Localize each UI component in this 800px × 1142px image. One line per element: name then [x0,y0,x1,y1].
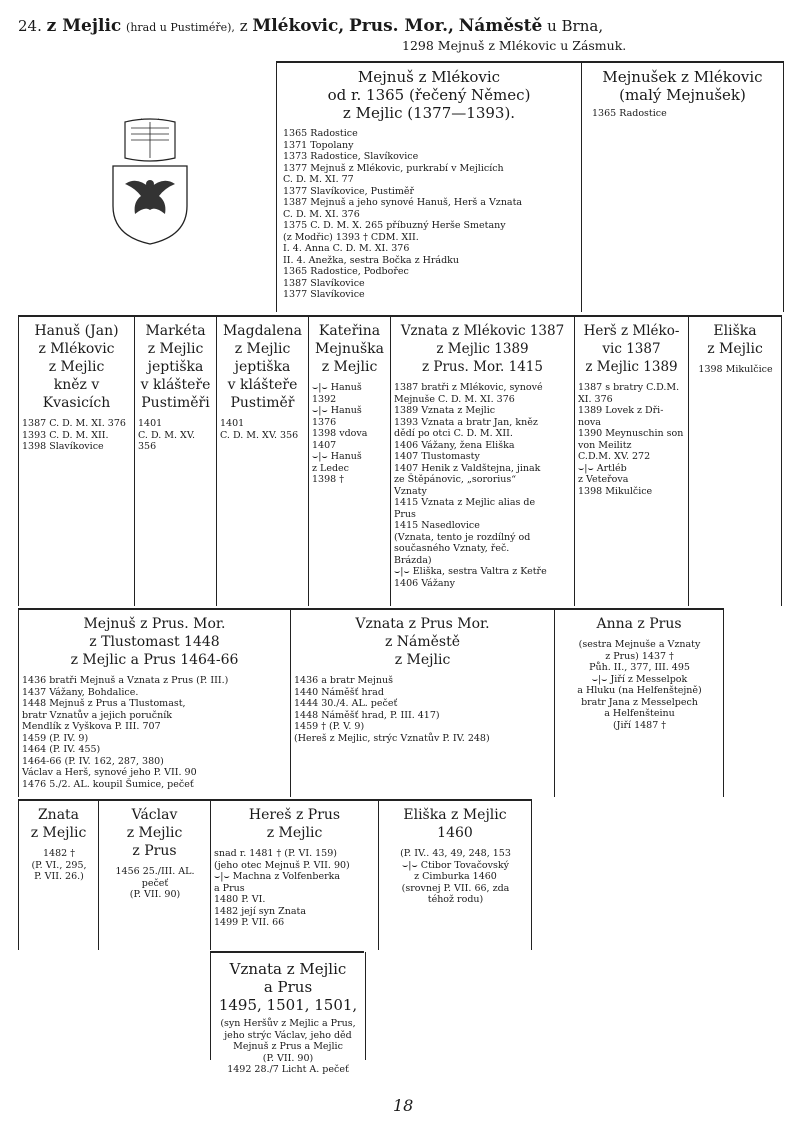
person-title-line: z Mejlic (1377—1393). [342,104,516,122]
record-line: 1371 Topolany [283,139,354,151]
record-line: 1436 a bratr Mejnuš [294,675,393,686]
record-line: 1448 Mejnuš z Prus a Tlustomast, [22,698,186,709]
person-title-line: Kateřina [318,323,381,339]
record-line: I. 4. Anna C. D. M. XI. 376 [283,243,410,254]
record-line: 1365 Radostice, Podbořec [283,266,409,277]
person-title-line: Mejnušek z Mlékovic [602,68,763,86]
person-box-gen3-2 [554,609,724,797]
record-line: 1407 [312,439,337,451]
person-title-line: Mejnuška [314,341,384,357]
record-line: ⌣|⌣ Ctibor Tovačovský [402,859,509,871]
person-title-line: z Prus [132,843,177,859]
record-line: ze Štěpánovic, „sororius“ [394,474,517,485]
record-line: 1415 Nasedlovice [394,520,480,531]
record-line: 1407 Tlustomasty [394,451,480,462]
record-line: (Hereš z Mejlic, strýc Vznatův P. IV. 248) [294,732,490,744]
record-line: 1387 s bratry C.D.M. [578,382,680,393]
person-title-line: v klášteře [140,377,211,393]
person-title-line: kněz v Kvasicích [42,377,111,411]
record-line: 1377 Mejnuš z Mlékovic, purkrabí v Mejlicích [283,162,504,174]
record-line: a Hluku (na Helfenštejně) [577,685,702,696]
gen5-vznata-box [210,952,366,1075]
record-line: Mejnuš z Prus a Mejlic [233,1041,343,1052]
person-title-line: Pustiměř [230,395,295,411]
record-line: 1401 [220,418,245,429]
person-title-line: z Mejlic [126,825,183,841]
person-title-line: 1460 [437,825,473,841]
record-line: (P. VII. 90) [129,889,181,900]
record-line: 1459 † (P. V. 9) [294,721,365,732]
person-title-line: z Mejlic a Prus 1464-66 [70,652,239,668]
record-line: 1406 Vážany, žena Eliška [394,439,515,451]
record-line: (sestra Mejnuše a Vznaty [578,639,701,650]
person-title-line: Anna z Prus [596,616,682,632]
person-title-line: z Mejlic [30,825,87,841]
record-line: 1375 C. D. M. X. 265 příbuzný Herše Smetany [283,220,506,231]
record-line: 1377 Slavíkovice, Pustiměř [283,185,415,197]
record-line: snad r. 1481 † (P. VI. 159) [214,848,337,859]
person-title-line: z Tlustomast 1448 [89,634,220,650]
record-line: ⌣|⌣ Eliška, sestra Valtra z Ketře [394,566,547,577]
record-line: 1480 P. VI. [214,894,266,905]
record-line: ⌣|⌣ Jiří z Messelpok [591,673,688,685]
record-line: C. D. M. XV. [138,429,196,441]
record-line: 1393 Vznata a bratr Jan, kněz [394,416,538,428]
record-line: 1387 C. D. M. XI. 376 [22,418,126,429]
person-title-line: Hereš z Prus [248,807,341,823]
record-line: Prus [394,508,416,520]
person-title-line: z Mejlic 1389 [585,359,678,375]
person-title-line: v klášteře [227,377,298,393]
record-line: Mejnuše C. D. M. XI. 376 [394,393,515,405]
record-line: 1464-66 (P. IV. 162, 287, 380) [22,755,164,767]
record-line: 1398 Mikulčice [698,364,773,375]
record-line: 356 [138,441,157,452]
person-box-gen3-1 [290,609,554,797]
record-line: ⌣|⌣ Hanuš [312,382,362,393]
entry-number: 24. [18,17,42,35]
record-line: 1415 Vznata z Mejlic alias de [394,497,536,508]
record-line: (P. VII. 90) [262,1052,314,1064]
record-line: 1398 Slavíkovice [22,441,104,452]
record-line: ⌣|⌣ Hanuš [312,405,362,416]
person-title-line: z Mejlic [48,359,105,375]
record-line: Mendlík z Vyškova P. III. 707 [22,721,161,732]
record-line: C. D. M. XI. 376 [283,208,360,220]
person-title-line: Vznata z Prus Mor. [355,616,490,632]
record-line: jeho strýc Václav, jeho děd [224,1029,352,1041]
record-line: 1436 bratři Mejnuš a Vznata z Prus (P. III.) [22,675,229,686]
record-line: 1390 Meynuschin son [578,428,684,439]
person-title-line: z Mejlic [394,652,451,668]
person-title-line: a Prus [263,978,313,996]
person-box-gen2-1 [134,316,216,606]
record-line: Vznaty [394,485,427,497]
record-line: pečeť [141,877,169,889]
record-line: P. VII. 26.) [34,871,84,882]
person-box-gen2-4 [390,316,574,606]
person-title-line: Eliška [713,323,757,339]
person-box-gen3-0 [18,609,290,797]
record-line: 1482 † [43,848,75,859]
person-title-line: z Mejlic [321,359,378,375]
record-line: 1437 Vážany, Bohdalice. [22,686,139,698]
record-line: nova [578,416,601,428]
record-line: z Ledec [312,462,349,474]
gen1-mejnus-box [276,62,582,312]
person-title-line: Magdalena [222,323,303,339]
record-line: 1398 † [312,474,344,485]
person-title-line: z Mejlic [147,341,204,357]
person-title-line: Hanuš (Jan) [34,323,119,339]
record-line: Václav a Herš, synové jeho P. VII. 90 [22,767,197,778]
record-line: II. 4. Anežka, sestra Bočka z Hrádku [283,254,460,266]
record-line: 1365 Radostice [592,108,667,119]
record-line: bratr Vznatův a jejich poručník [22,709,173,721]
record-line: 1376 [312,416,337,428]
person-box-gen4-1 [98,800,210,950]
person-title-line: Pustiměři [141,395,210,411]
person-box-gen4-3 [378,800,532,950]
person-box-gen2-3 [308,316,390,606]
record-line: (srovnej P. VII. 66, zda [401,882,510,894]
person-title-line: (malý Mejnušek) [619,86,746,104]
record-line: Půh. II., 377, III. 495 [589,662,690,673]
person-title-line: jeptiška [147,359,204,375]
record-line: 1448 Náměšť hrad, P. III. 417) [294,709,440,721]
record-line: 1464 (P. IV. 455) [22,744,101,755]
record-line: téhož rodu) [427,894,484,905]
record-line: z Cimburka 1460 [414,871,497,882]
record-line: C.D.M. XV. 272 [578,451,651,462]
record-line: 1387 Mejnuš a jeho synové Hanuš, Herš a Vznata [283,197,523,208]
record-line: 1398 vdova [312,428,368,439]
record-line: (syn Heršův z Mejlic a Prus, [220,1018,356,1029]
record-line: 1476 5./2. AL. koupil Šumice, pečeť [22,778,194,790]
gen1-mejnusek-box [582,62,784,312]
record-line: 1392 [312,393,337,405]
person-title-line: Znata [37,807,80,823]
record-line: 1393 C. D. M. XII. [22,429,109,441]
record-line: z Veteřova [578,474,629,485]
person-box-gen2-0 [18,316,134,606]
record-line: (z Modřic) 1393 † CDM. XII. [283,231,419,243]
person-title-line: Herš z Mléko- [583,323,680,339]
person-title-line: z Mejlic [234,341,291,357]
person-box-gen4-2 [210,800,378,950]
record-line: bratr Jana z Messelpech [581,696,698,708]
record-line: 1459 (P. IV. 9) [22,732,89,744]
record-line: a Prus [214,882,245,894]
person-title-line: z Mejlic 1389 [436,341,529,357]
record-line: současného Vznaty, řeč. [394,543,510,554]
person-box-gen2-2 [216,316,308,606]
record-line: ⌣|⌣ Artléb [578,462,627,474]
helmet-and-eagle-shield-icon [95,118,205,246]
person-title-line: z Náměstě [384,634,461,650]
person-box-gen2-5 [574,316,688,606]
record-line: 1389 Vznata z Mejlic [394,405,496,416]
record-line: (Vznata, tento je rozdílný od [394,531,531,543]
record-line: Brázda) [394,554,432,566]
record-line: 1406 Vážany [394,577,456,589]
record-line: 1444 30./4. AL. pečeť [294,698,398,709]
page-number: 18 [393,1096,414,1115]
person-title-line: z Mlékovic [38,341,115,357]
person-title-line: Eliška z Mejlic [403,807,507,823]
header-line-2: 1298 Mejnuš z Mlékovic u Zásmuk. [402,38,627,53]
record-line: (P. VI., 295, [31,859,87,871]
person-title-line: Markéta [145,323,206,339]
person-box-gen4-0 [18,800,98,950]
header-line-1: 24. z Mejlic (hrad u Pustiméře), z Mlékovic, Prus. Mor., Náměstě u Brna, [18,16,604,36]
record-line: ⌣|⌣ Machna z Volfenberka [214,871,341,882]
person-title-line: z Prus. Mor. 1415 [421,359,543,375]
record-line: 1407 Henik z Valdštejna, jinak [394,462,541,474]
record-line: 1365 Radostice [283,128,358,139]
record-line: dědí po otci C. D. M. XII. [394,428,513,439]
person-title-line: jeptiška [234,359,291,375]
record-line: 1440 Náměšť hrad [294,686,384,698]
record-line: 1377 Slavíkovice [283,289,365,300]
person-title-line: Vznata z Mlékovic 1387 [400,323,565,339]
record-line: 1482 její syn Znata [214,905,307,917]
record-line: XI. 376 [578,393,613,405]
record-line: 1492 28./7 Licht A. pečeť [227,1064,349,1075]
record-line: 1499 P. VII. 66 [214,917,285,928]
person-title-line: z Mejlic [707,341,763,357]
record-line: (jeho otec Mejnuš P. VII. 90) [214,859,350,871]
person-box-gen2-6 [688,316,782,606]
record-line: C. D. M. XV. 356 [220,429,299,441]
record-line: 1387 Slavíkovice [283,277,365,289]
record-line: von Meilitz [578,439,632,451]
record-line: a Helfenšteinu [604,708,675,719]
record-line: 1373 Radostice, Slavíkovice [283,151,419,162]
person-title-line: od r. 1365 (řečený Němec) [327,86,531,104]
person-title-line: z Mejlic [266,825,323,841]
person-title-line: Vznata z Mejlic [229,960,347,978]
record-line: 1389 Lovek z Dři- [578,405,664,416]
record-line: 1398 Mikulčice [578,485,653,497]
record-line: z Prus) 1437 † [605,650,674,662]
record-line: 1401 [138,418,163,429]
record-line: C. D. M. XI. 77 [283,174,354,185]
person-title-line: vic 1387 [602,341,661,357]
record-line: 1387 bratři z Mlékovic, synové [394,382,543,393]
record-line: 1456 25./III. AL. [115,866,195,877]
record-line: (P. IV.. 43, 49, 248, 153 [400,848,511,859]
person-title-line: Mejnuš z Mlékovic [357,68,501,86]
record-line: (Jiří 1487 † [612,719,667,731]
person-title-line: Mejnuš z Prus. Mor. [83,616,226,632]
person-title-line: 1495, 1501, 1501, [218,996,358,1014]
record-line: ⌣|⌣ Hanuš [312,451,362,462]
person-title-line: Václav [131,807,178,823]
